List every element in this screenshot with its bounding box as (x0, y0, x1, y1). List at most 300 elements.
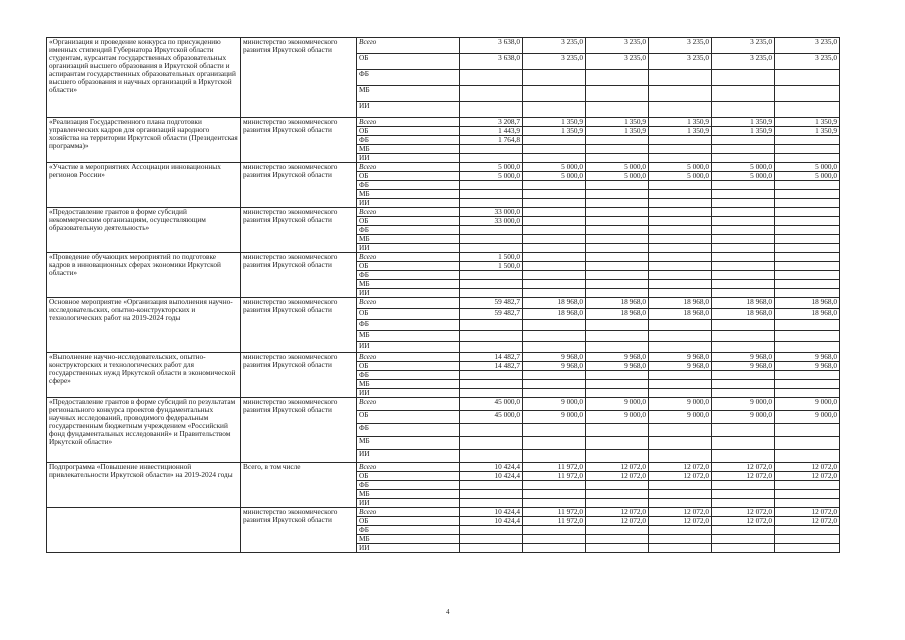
amount-cell: 5 000,0 (523, 172, 586, 181)
amount-cell: 33 000,0 (460, 217, 523, 226)
amount-cell: 1 764,8 (460, 136, 523, 145)
amount-cell: 9 000,0 (586, 411, 649, 424)
amount-cell (523, 380, 586, 389)
amount-cell (775, 262, 840, 271)
amount-cell: 59 482,7 (460, 309, 523, 320)
amount-cell (775, 181, 840, 190)
amount-cell: 18 968,0 (523, 298, 586, 309)
amount-cell (586, 154, 649, 163)
amount-cell (649, 437, 712, 450)
amount-cell (712, 181, 775, 190)
amount-cell: 9 968,0 (775, 353, 840, 362)
amount-cell: 18 968,0 (649, 298, 712, 309)
amount-cell (586, 102, 649, 118)
amount-cell (460, 490, 523, 499)
funding-source: ОБ (357, 362, 460, 371)
amount-cell: 18 968,0 (775, 309, 840, 320)
funding-source: ФБ (357, 136, 460, 145)
amount-cell (523, 371, 586, 380)
amount-cell (460, 181, 523, 190)
amount-cell (460, 271, 523, 280)
amount-cell (586, 244, 649, 253)
amount-cell (523, 499, 586, 508)
amount-cell (712, 389, 775, 398)
funding-source: ИИ (357, 499, 460, 508)
amount-cell (649, 535, 712, 544)
amount-cell (712, 235, 775, 244)
amount-cell (712, 289, 775, 298)
amount-cell: 3 235,0 (712, 54, 775, 70)
amount-cell: 1 350,9 (775, 127, 840, 136)
amount-cell (712, 499, 775, 508)
amount-cell (649, 235, 712, 244)
amount-cell: 11 972,0 (523, 517, 586, 526)
amount-cell (523, 271, 586, 280)
amount-cell (649, 181, 712, 190)
amount-cell: 5 000,0 (649, 172, 712, 181)
amount-cell (586, 450, 649, 463)
amount-cell (523, 437, 586, 450)
amount-cell (775, 154, 840, 163)
funding-source: Всего (357, 398, 460, 411)
amount-cell (775, 371, 840, 380)
amount-cell: 12 072,0 (649, 517, 712, 526)
amount-cell: 5 000,0 (775, 172, 840, 181)
amount-cell (649, 262, 712, 271)
amount-cell (460, 535, 523, 544)
amount-cell (712, 136, 775, 145)
amount-cell: 18 968,0 (775, 298, 840, 309)
funding-source: МБ (357, 280, 460, 289)
amount-cell: 12 072,0 (775, 508, 840, 517)
amount-cell (775, 424, 840, 437)
amount-cell: 12 072,0 (712, 517, 775, 526)
funding-source: ИИ (357, 244, 460, 253)
amount-cell (712, 342, 775, 353)
funding-source: МБ (357, 331, 460, 342)
amount-cell (523, 262, 586, 271)
amount-cell: 5 000,0 (460, 172, 523, 181)
amount-cell: 1 350,9 (775, 118, 840, 127)
table-row (47, 463, 840, 472)
amount-cell (649, 244, 712, 253)
amount-cell (586, 181, 649, 190)
amount-cell (586, 320, 649, 331)
executor-cell: министерство экономического развития Иркутской области (241, 208, 357, 253)
amount-cell: 33 000,0 (460, 208, 523, 217)
amount-cell (712, 490, 775, 499)
amount-cell (712, 70, 775, 86)
amount-cell (586, 280, 649, 289)
funding-source: ОБ (357, 172, 460, 181)
amount-cell: 9 968,0 (523, 362, 586, 371)
amount-cell (586, 499, 649, 508)
executor-cell: министерство экономического развития Иркутской области (241, 298, 357, 353)
amount-cell (712, 535, 775, 544)
amount-cell: 18 968,0 (586, 309, 649, 320)
amount-cell: 10 424,4 (460, 472, 523, 481)
activity-description: Основное мероприятие «Организация выполнения научно-исследовательских, опытно-конструкторских и технологических работ на 2019-2024 годы (47, 298, 241, 353)
amount-cell: 9 968,0 (649, 362, 712, 371)
funding-source: МБ (357, 86, 460, 102)
amount-cell: 1 350,9 (586, 118, 649, 127)
amount-cell: 5 000,0 (523, 163, 586, 172)
amount-cell (775, 450, 840, 463)
funding-source: ИИ (357, 102, 460, 118)
amount-cell: 12 072,0 (586, 463, 649, 472)
amount-cell: 11 972,0 (523, 463, 586, 472)
amount-cell: 3 235,0 (649, 54, 712, 70)
funding-source: Всего (357, 508, 460, 517)
amount-cell (523, 208, 586, 217)
amount-cell (523, 154, 586, 163)
amount-cell (586, 226, 649, 235)
amount-cell: 9 968,0 (586, 353, 649, 362)
amount-cell: 12 072,0 (712, 508, 775, 517)
amount-cell (775, 226, 840, 235)
amount-cell (712, 154, 775, 163)
funding-source: Всего (357, 163, 460, 172)
activity-description: «Предоставление грантов в форме субсидий по результатам регионального конкурса проектов фундаментальных научных исследований, проводимого федеральным государственным бюджетным учреждением «Российский фонд фундаментальных исследований» и Правительством Иркутской области» (47, 398, 241, 463)
funding-source: Всего (357, 118, 460, 127)
amount-cell (586, 331, 649, 342)
funding-source: ФБ (357, 320, 460, 331)
funding-source: Всего (357, 208, 460, 217)
activity-description (47, 508, 241, 553)
amount-cell (775, 235, 840, 244)
table-row (47, 298, 840, 309)
amount-cell (712, 199, 775, 208)
amount-cell (649, 280, 712, 289)
amount-cell (586, 190, 649, 199)
amount-cell (649, 544, 712, 553)
amount-cell: 14 482,7 (460, 362, 523, 371)
amount-cell: 12 072,0 (775, 517, 840, 526)
amount-cell (775, 271, 840, 280)
amount-cell (523, 490, 586, 499)
funding-source: ОБ (357, 472, 460, 481)
amount-cell (460, 226, 523, 235)
amount-cell (775, 437, 840, 450)
funding-source: Всего (357, 253, 460, 262)
amount-cell (775, 190, 840, 199)
amount-cell (460, 481, 523, 490)
amount-cell (460, 371, 523, 380)
amount-cell (586, 424, 649, 437)
amount-cell (523, 86, 586, 102)
activity-description: Подпрограмма «Повышение инвестиционной привлекательности Иркутской области» на 2019-2024 годы (47, 463, 241, 508)
page-number: 4 (446, 608, 450, 616)
amount-cell: 3 235,0 (586, 38, 649, 54)
amount-cell (460, 389, 523, 398)
amount-cell (712, 271, 775, 280)
amount-cell (775, 481, 840, 490)
amount-cell: 3 235,0 (775, 38, 840, 54)
amount-cell (586, 70, 649, 86)
amount-cell (586, 526, 649, 535)
amount-cell (523, 136, 586, 145)
amount-cell: 9 000,0 (523, 398, 586, 411)
amount-cell (460, 331, 523, 342)
funding-source: ОБ (357, 127, 460, 136)
amount-cell (586, 289, 649, 298)
amount-cell: 9 968,0 (712, 353, 775, 362)
funding-source: ИИ (357, 289, 460, 298)
amount-cell: 12 072,0 (712, 463, 775, 472)
executor-cell: министерство экономического развития Иркутской области (241, 163, 357, 208)
amount-cell: 1 350,9 (649, 127, 712, 136)
amount-cell: 1 500,0 (460, 253, 523, 262)
executor-cell: министерство экономического развития Иркутской области (241, 398, 357, 463)
amount-cell: 5 000,0 (712, 172, 775, 181)
amount-cell (523, 244, 586, 253)
table-row (47, 253, 840, 262)
amount-cell: 3 638,0 (460, 38, 523, 54)
amount-cell (712, 481, 775, 490)
executor-cell: министерство экономического развития Иркутской области (241, 508, 357, 553)
amount-cell (523, 226, 586, 235)
amount-cell (460, 450, 523, 463)
amount-cell (649, 342, 712, 353)
amount-cell (712, 424, 775, 437)
amount-cell (775, 217, 840, 226)
amount-cell: 18 968,0 (586, 298, 649, 309)
amount-cell: 11 972,0 (523, 508, 586, 517)
amount-cell: 12 072,0 (712, 472, 775, 481)
amount-cell: 5 000,0 (460, 163, 523, 172)
funding-source: ИИ (357, 389, 460, 398)
amount-cell (586, 199, 649, 208)
funding-source: ФБ (357, 526, 460, 535)
amount-cell (523, 253, 586, 262)
amount-cell: 9 000,0 (586, 398, 649, 411)
amount-cell: 5 000,0 (775, 163, 840, 172)
amount-cell (523, 199, 586, 208)
amount-cell: 3 235,0 (712, 38, 775, 54)
funding-source: ФБ (357, 271, 460, 280)
amount-cell (649, 331, 712, 342)
amount-cell: 12 072,0 (649, 463, 712, 472)
amount-cell (460, 235, 523, 244)
amount-cell (586, 235, 649, 244)
amount-cell (775, 544, 840, 553)
funding-source: ФБ (357, 371, 460, 380)
amount-cell (523, 190, 586, 199)
funding-source: ОБ (357, 217, 460, 226)
funding-source: ФБ (357, 424, 460, 437)
amount-cell (775, 342, 840, 353)
amount-cell: 3 235,0 (775, 54, 840, 70)
amount-cell (712, 450, 775, 463)
amount-cell (712, 190, 775, 199)
amount-cell (586, 490, 649, 499)
amount-cell (586, 136, 649, 145)
amount-cell (649, 371, 712, 380)
amount-cell (775, 526, 840, 535)
amount-cell (649, 450, 712, 463)
amount-cell (775, 380, 840, 389)
amount-cell (649, 154, 712, 163)
amount-cell: 1 350,9 (712, 118, 775, 127)
amount-cell (586, 86, 649, 102)
amount-cell (586, 481, 649, 490)
amount-cell (712, 331, 775, 342)
table-row (47, 398, 840, 411)
amount-cell (775, 70, 840, 86)
amount-cell: 18 968,0 (523, 309, 586, 320)
amount-cell: 1 350,9 (523, 127, 586, 136)
amount-cell: 1 350,9 (649, 118, 712, 127)
amount-cell (523, 331, 586, 342)
amount-cell: 10 424,4 (460, 463, 523, 472)
table-row (47, 163, 840, 172)
amount-cell (649, 389, 712, 398)
amount-cell: 11 972,0 (523, 472, 586, 481)
amount-cell (523, 70, 586, 86)
funding-source: ФБ (357, 226, 460, 235)
amount-cell (712, 86, 775, 102)
amount-cell (775, 86, 840, 102)
amount-cell (586, 262, 649, 271)
funding-source: ИИ (357, 342, 460, 353)
amount-cell: 9 000,0 (712, 411, 775, 424)
amount-cell (775, 320, 840, 331)
amount-cell (649, 70, 712, 86)
amount-cell: 3 235,0 (649, 38, 712, 54)
amount-cell (460, 145, 523, 154)
funding-source: МБ (357, 145, 460, 154)
amount-cell (586, 145, 649, 154)
funding-source: Всего (357, 298, 460, 309)
amount-cell (523, 217, 586, 226)
amount-cell (586, 217, 649, 226)
amount-cell (460, 424, 523, 437)
amount-cell (523, 235, 586, 244)
funding-source: ИИ (357, 154, 460, 163)
funding-source: ФБ (357, 481, 460, 490)
amount-cell: 18 968,0 (712, 309, 775, 320)
amount-cell (586, 208, 649, 217)
amount-cell (460, 437, 523, 450)
amount-cell (460, 190, 523, 199)
amount-cell: 5 000,0 (649, 163, 712, 172)
amount-cell (775, 535, 840, 544)
amount-cell (649, 320, 712, 331)
amount-cell (712, 280, 775, 289)
amount-cell: 12 072,0 (649, 472, 712, 481)
amount-cell (523, 342, 586, 353)
amount-cell (775, 289, 840, 298)
amount-cell (775, 253, 840, 262)
activity-description: «Участие в мероприятиях Ассоциации инновационных регионов России» (47, 163, 241, 208)
amount-cell: 5 000,0 (586, 172, 649, 181)
executor-cell: министерство экономического развития Иркутской области (241, 118, 357, 163)
amount-cell (649, 190, 712, 199)
funding-source: МБ (357, 380, 460, 389)
amount-cell: 9 000,0 (523, 411, 586, 424)
funding-source: ОБ (357, 54, 460, 70)
amount-cell (586, 271, 649, 280)
amount-cell (712, 208, 775, 217)
executor-cell: Всего, в том числе (241, 463, 357, 508)
amount-cell (775, 136, 840, 145)
amount-cell: 5 000,0 (586, 163, 649, 172)
funding-source: ОБ (357, 262, 460, 271)
amount-cell: 1 443,9 (460, 127, 523, 136)
funding-source: ОБ (357, 517, 460, 526)
funding-source: ОБ (357, 309, 460, 320)
amount-cell (460, 499, 523, 508)
amount-cell (712, 320, 775, 331)
amount-cell (586, 389, 649, 398)
amount-cell: 3 208,7 (460, 118, 523, 127)
amount-cell (460, 380, 523, 389)
amount-cell (775, 490, 840, 499)
amount-cell: 45 000,0 (460, 411, 523, 424)
amount-cell (523, 450, 586, 463)
funding-source: ФБ (357, 70, 460, 86)
amount-cell (523, 424, 586, 437)
amount-cell (460, 244, 523, 253)
activity-description: «Предоставление грантов в форме субсидий некоммерческим организациям, осуществляющим образовательную деятельность» (47, 208, 241, 253)
amount-cell (460, 320, 523, 331)
amount-cell (775, 499, 840, 508)
amount-cell (586, 437, 649, 450)
amount-cell: 59 482,7 (460, 298, 523, 309)
amount-cell (586, 342, 649, 353)
table-row (47, 38, 840, 54)
activity-description: «Выполнение научно-исследовательских, опытно-конструкторских и технологических работ для государственных нужд Иркутской области в экономической сфере» (47, 353, 241, 398)
amount-cell: 9 968,0 (775, 362, 840, 371)
amount-cell (460, 199, 523, 208)
amount-cell (523, 289, 586, 298)
amount-cell (523, 102, 586, 118)
funding-source: ФБ (357, 181, 460, 190)
amount-cell (712, 102, 775, 118)
amount-cell (775, 331, 840, 342)
amount-cell (712, 526, 775, 535)
funding-source: ИИ (357, 450, 460, 463)
amount-cell (712, 544, 775, 553)
amount-cell: 1 350,9 (586, 127, 649, 136)
amount-cell (649, 481, 712, 490)
amount-cell (460, 70, 523, 86)
amount-cell (523, 145, 586, 154)
amount-cell: 12 072,0 (586, 517, 649, 526)
amount-cell (712, 217, 775, 226)
amount-cell (523, 481, 586, 490)
amount-cell (649, 86, 712, 102)
amount-cell (586, 535, 649, 544)
amount-cell: 1 350,9 (523, 118, 586, 127)
funding-source: ИИ (357, 544, 460, 553)
amount-cell: 12 072,0 (586, 508, 649, 517)
amount-cell (712, 253, 775, 262)
executor-cell: министерство экономического развития Иркутской области (241, 38, 357, 118)
amount-cell: 3 235,0 (523, 54, 586, 70)
budget-table (46, 37, 840, 553)
amount-cell: 1 350,9 (712, 127, 775, 136)
funding-source: МБ (357, 535, 460, 544)
amount-cell: 18 968,0 (712, 298, 775, 309)
funding-source: ИИ (357, 199, 460, 208)
funding-source: МБ (357, 235, 460, 244)
amount-cell (649, 490, 712, 499)
funding-source: Всего (357, 38, 460, 54)
amount-cell (649, 199, 712, 208)
amount-cell: 9 000,0 (712, 398, 775, 411)
amount-cell (649, 136, 712, 145)
